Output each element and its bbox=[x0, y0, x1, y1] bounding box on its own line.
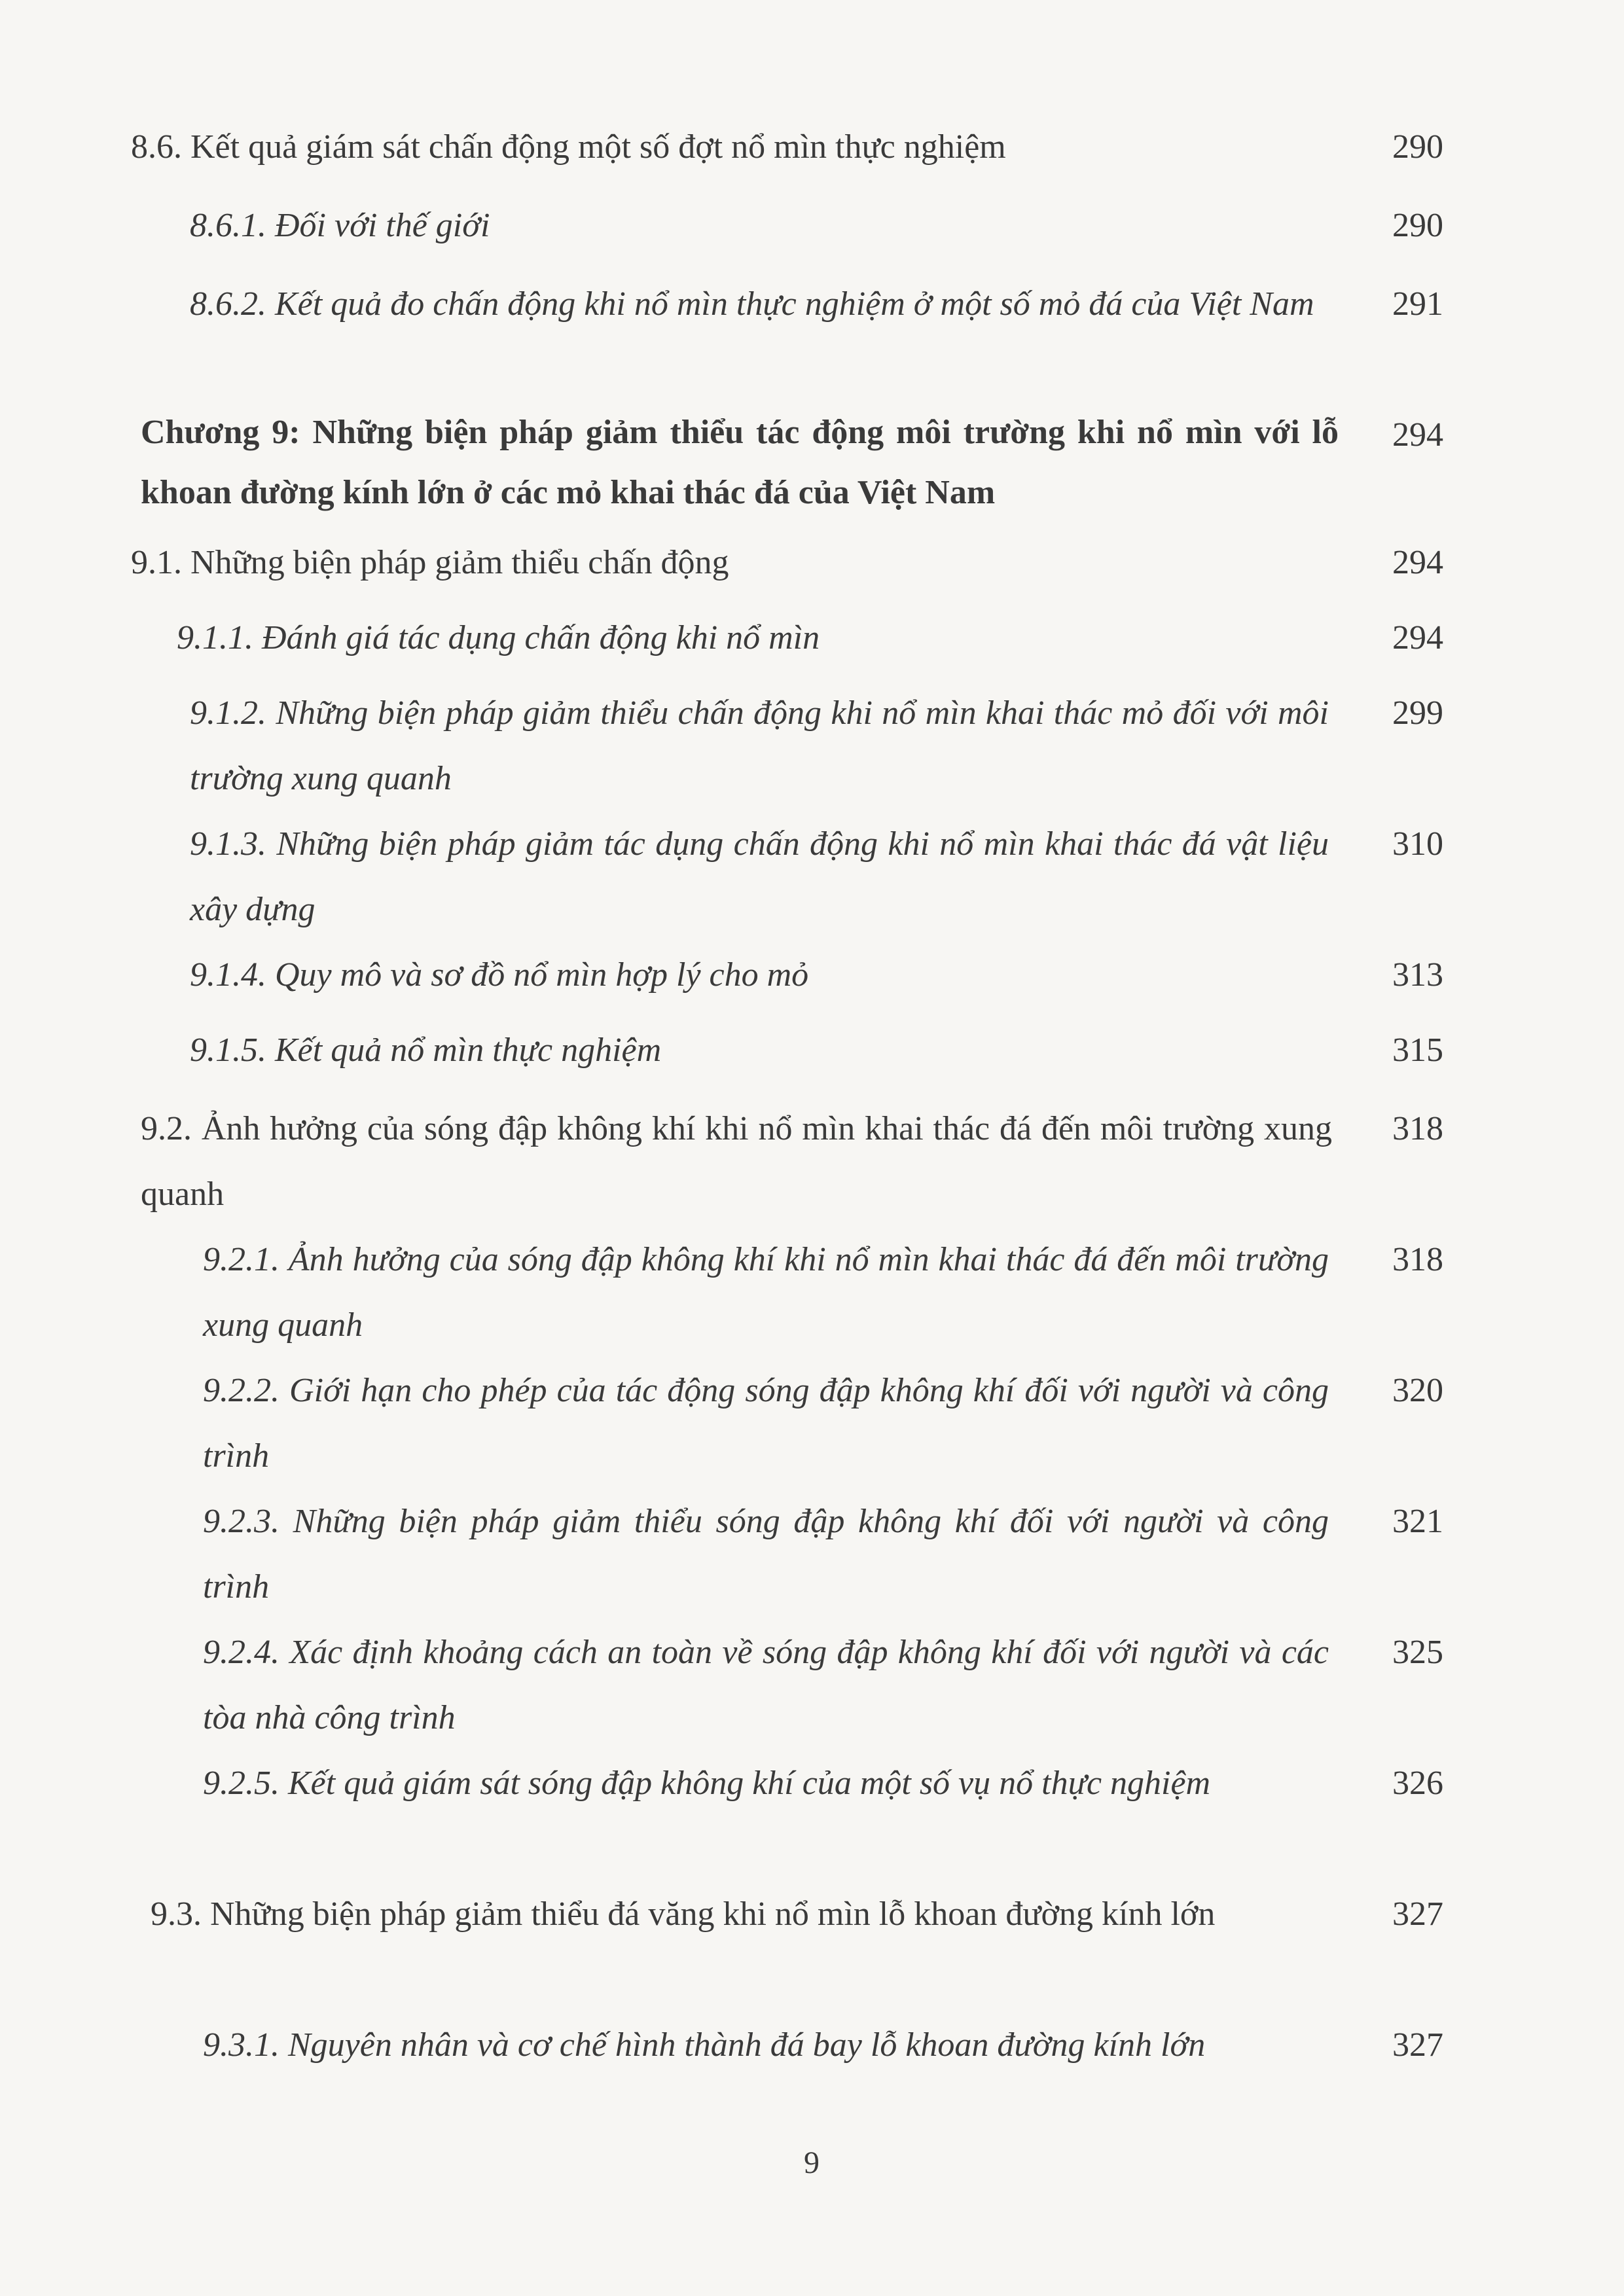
toc-entry-title: 8.6. Kết quả giám sát chấn động một số đợt nổ mìn thực nghiệm bbox=[131, 128, 1006, 166]
toc-entry-page: 326 bbox=[1392, 1765, 1443, 1802]
toc-entry-title: 9.1.5. Kết quả nổ mìn thực nghiệm bbox=[190, 1031, 662, 1069]
toc-entry-page: 291 bbox=[1392, 285, 1443, 323]
toc-entry-title: 9.1.4. Quy mô và sơ đồ nổ mìn hợp lý cho mỏ bbox=[190, 956, 809, 994]
toc-entry-page: 310 bbox=[1392, 825, 1443, 863]
toc-entry-page: 321 bbox=[1392, 1503, 1443, 1540]
toc-entry-title: Chương 9: Những biện pháp giảm thiểu tác động môi trường khi nổ mìn với lỗ khoan đường kính lớn ở các mỏ khai thác đá của Việt Nam bbox=[141, 414, 1339, 511]
toc-entry-title: 9.3.1. Nguyên nhân và cơ chế hình thành đá bay lỗ khoan đường kính lớn bbox=[203, 2026, 1206, 2064]
toc-entry-title: 9.1.1. Đánh giá tác dụng chấn động khi nổ mìn bbox=[177, 619, 820, 656]
toc-entry-page: 318 bbox=[1392, 1241, 1443, 1278]
page-number: 9 bbox=[804, 2145, 820, 2180]
toc-entry-title: 8.6.2. Kết quả đo chấn động khi nổ mìn thực nghiệm ở một số mỏ đá của Việt Nam bbox=[190, 285, 1314, 323]
toc-entry-title: 9.2.4. Xác định khoảng cách an toàn về sóng đập không khí đối với người và các tòa nhà công trình bbox=[203, 1634, 1329, 1736]
toc-entry-page: 318 bbox=[1392, 1110, 1443, 1147]
toc-entry-page: 327 bbox=[1392, 2026, 1443, 2064]
toc-entry-page: 294 bbox=[1392, 544, 1443, 581]
toc-entry-title: 9.1.3. Những biện pháp giảm tác dụng chấn động khi nổ mìn khai thác đá vật liệu xây dựng bbox=[190, 825, 1329, 928]
toc-entry-page: 290 bbox=[1392, 207, 1443, 244]
toc-entry-page: 294 bbox=[1392, 619, 1443, 656]
toc-entry-title: 9.3. Những biện pháp giảm thiểu đá văng khi nổ mìn lỗ khoan đường kính lớn bbox=[151, 1895, 1216, 1933]
toc-entry-title: 9.2.3. Những biện pháp giảm thiểu sóng đập không khí đối với người và công trình bbox=[203, 1503, 1329, 1605]
toc-entry-title: 9.2. Ảnh hưởng của sóng đập không khí khi nổ mìn khai thác đá đến môi trường xung quanh bbox=[141, 1110, 1332, 1213]
toc-entry-title: 9.1. Những biện pháp giảm thiểu chấn động bbox=[131, 544, 729, 581]
toc-entry-page: 294 bbox=[1392, 416, 1443, 454]
toc-entry-page: 299 bbox=[1392, 694, 1443, 732]
toc-entry-page: 313 bbox=[1392, 956, 1443, 994]
toc-entry-title: 9.2.5. Kết quả giám sát sóng đập không khí của một số vụ nổ thực nghiệm bbox=[203, 1765, 1211, 1802]
toc-entry-page: 320 bbox=[1392, 1372, 1443, 1409]
toc-entry-title: 9.2.1. Ảnh hưởng của sóng đập không khí khi nổ mìn khai thác đá đến môi trường xung quanh bbox=[203, 1241, 1329, 1344]
toc-entry-page: 315 bbox=[1392, 1031, 1443, 1069]
toc-entry-page: 290 bbox=[1392, 128, 1443, 166]
toc-entry-title: 9.1.2. Những biện pháp giảm thiểu chấn động khi nổ mìn khai thác mỏ đối với môi trường xung quanh bbox=[190, 694, 1329, 797]
toc-entry-page: 327 bbox=[1392, 1895, 1443, 1933]
toc-entry-title: 8.6.1. Đối với thế giới bbox=[190, 207, 490, 244]
toc-entry-page: 325 bbox=[1392, 1634, 1443, 1671]
toc-entry-title: 9.2.2. Giới hạn cho phép của tác động sóng đập không khí đối với người và công trình bbox=[203, 1372, 1329, 1475]
